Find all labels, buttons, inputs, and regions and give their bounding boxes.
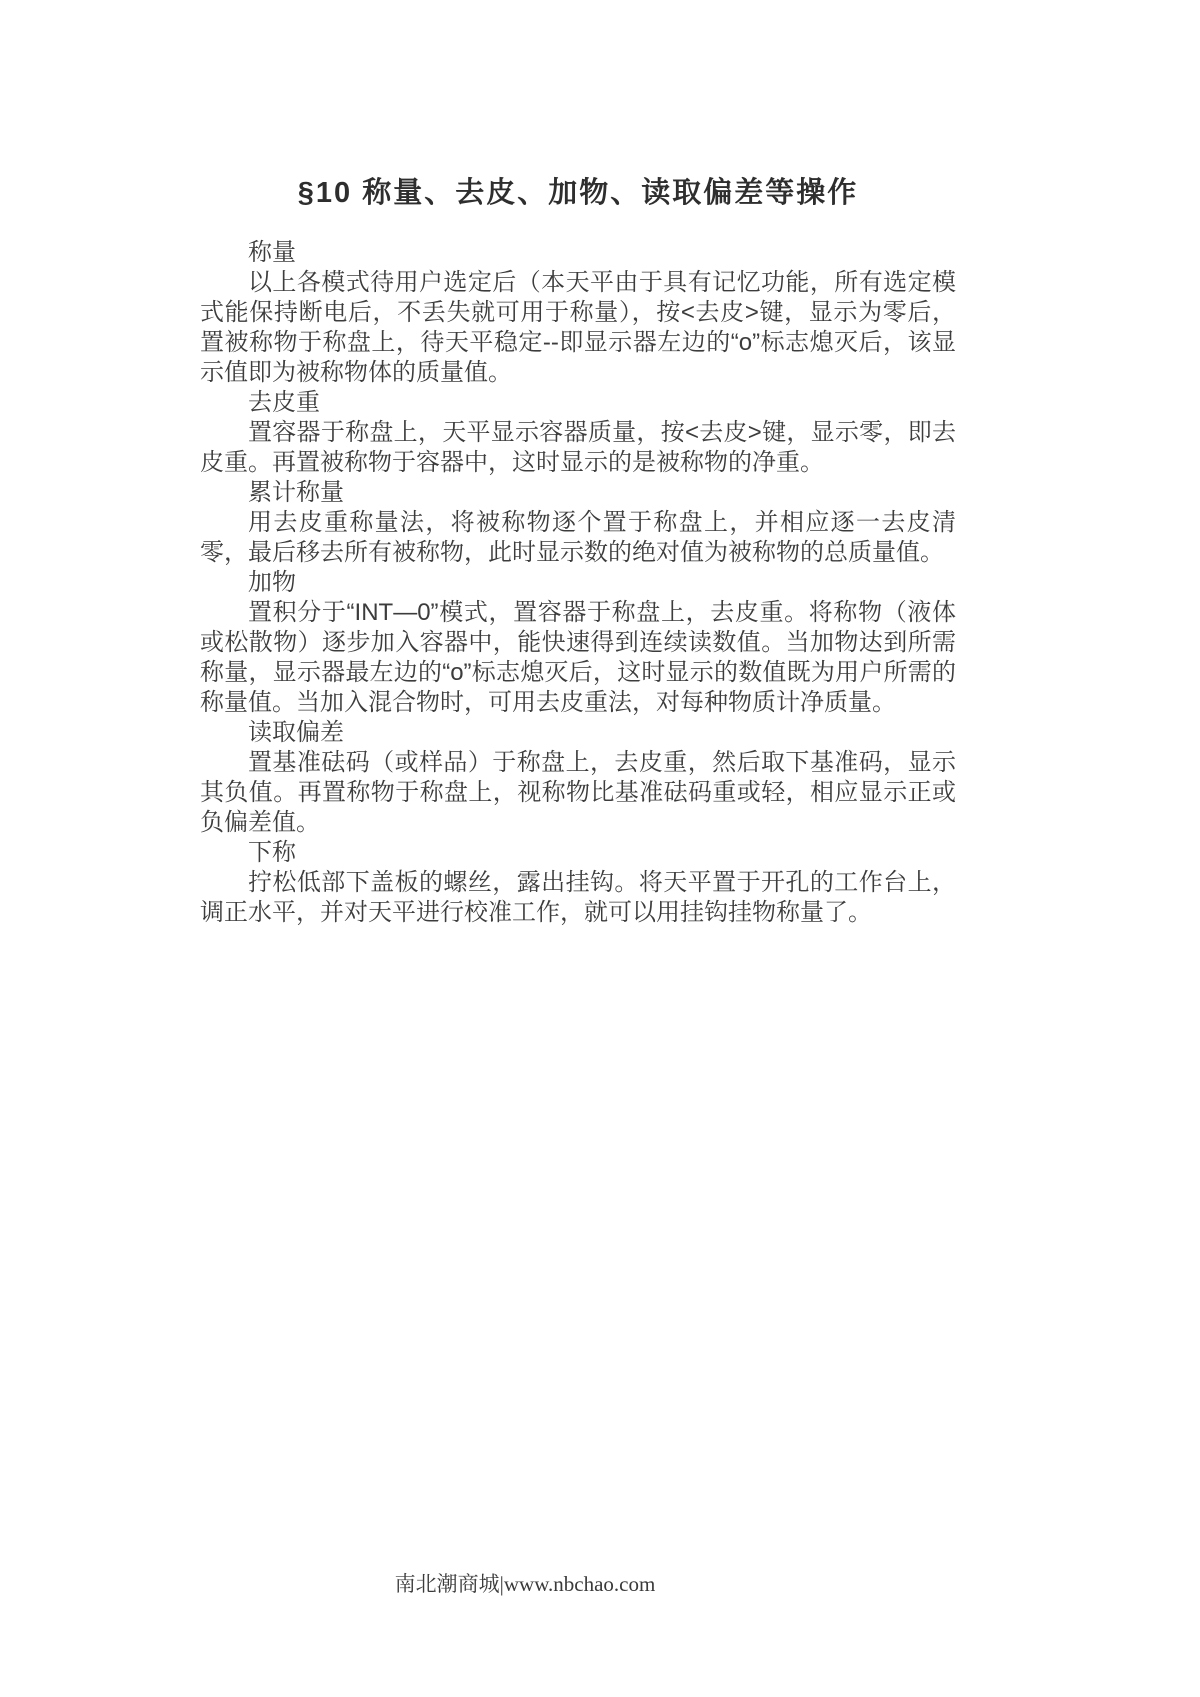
document-body — [200, 238, 956, 928]
section-tare — [200, 388, 956, 478]
section-adding-material — [200, 568, 956, 718]
section-below-weighing — [200, 838, 956, 928]
section-heading: 累计称量 — [248, 479, 344, 506]
section-reading-deviation — [200, 718, 956, 838]
section-paragraph: 拧松低部下盖板的螺丝，露出挂钩。将天平置于开孔的工作台上，调正水平，并对天平进行校准工作，就可以用挂钩挂物称量了。 — [200, 869, 956, 926]
section-paragraph: 以上各模式待用户选定后（本天平由于具有记忆功能，所有选定模式能保持断电后，不丢失就可用于称量），按<去皮>键，显示为零后，置被称物于称盘上，待天平稳定--即显示器左边的“o”标志熄灭后，该显示值即为被称物体的质量值。 — [200, 269, 956, 386]
section-heading: 称量 — [248, 239, 296, 266]
section-paragraph: 置积分于“INT—0”模式，置容器于称盘上，去皮重。将称物（液体或松散物）逐步加入容器中，能快速得到连续读数值。当加物达到所需称量，显示器最左边的“o”标志熄灭后，这时显示的数值既为用户所需的称量值。当加入混合物时，可用去皮重法，对每种物质计净质量。 — [200, 599, 956, 716]
section-heading: 去皮重 — [248, 389, 320, 416]
footer-watermark: 南北潮商城|www.nbchao.com — [394, 1572, 656, 1596]
section-paragraph: 置基准砝码（或样品）于称盘上，去皮重，然后取下基准码，显示其负值。再置称物于称盘上，视称物比基准砝码重或轻，相应显示正或负偏差值。 — [200, 749, 956, 836]
section-weighing — [200, 238, 956, 388]
document-title: §10 称量、去皮、加物、读取偏差等操作 — [297, 177, 859, 209]
section-heading: 读取偏差 — [248, 719, 344, 746]
section-heading: 加物 — [248, 569, 296, 596]
section-paragraph: 置容器于称盘上，天平显示容器质量，按<去皮>键，显示零，即去皮重。再置被称物于容器中，这时显示的是被称物的净重。 — [200, 419, 956, 476]
section-paragraph: 用去皮重称量法，将被称物逐个置于称盘上，并相应逐一去皮清零，最后移去所有被称物，此时显示数的绝对值为被称物的总质量值。 — [200, 509, 956, 566]
section-heading: 下称 — [248, 839, 296, 866]
section-cumulative-weighing — [200, 478, 956, 568]
